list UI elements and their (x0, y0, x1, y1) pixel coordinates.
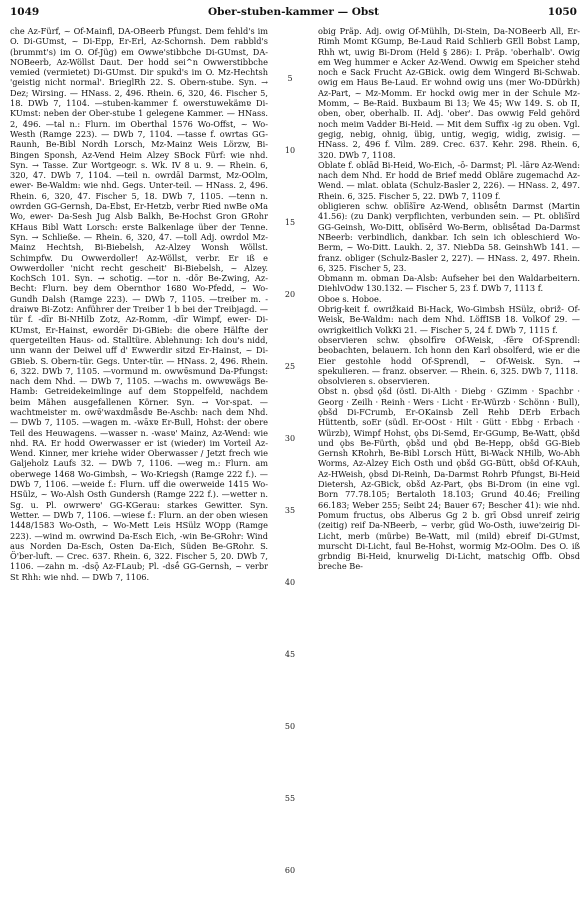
entry-obsolvieren: obsolvieren s. observieren. (318, 376, 430, 387)
entry-obig: obig Präp. Adj. owig Of-Mühlh, Di-Stein, Da-NOBeerb All, Er-Rimh Momt KGump, Be-Laud Raid Schlierb GEll Bobst Lamp, Rhh wt, uwig Bi-Drom (Held § 286): I. Präp. 'oberhalb'. Owig em Weg hummer e Acker Az-Wend. Owwig em Speicher stehd noch e Sack Frucht Az-GBick. owig dem Wingerd Bi-Schwab. owig em Haus Be-Laud. Er wohnd owig uns (mer Wo-DDürkh) Az-Part, ~ Mz-Momm. Er hockd owig mer in der Schule Mz-Momm, ~ Be-Raid. Buxbaum Bi 13; We 45; Ww 149. S. ob II, oben, ober, oberhalb. II. Adj. 'ober'. Das owwig Feld gehörd noch meim Vadder Bi-Heid. — Mit dem Suffix -ig zu oben. Vgl. gegig, nebig, ohnig, übig, untig, wegig, widig, zwisig. — HNass. 2, 496 f. Vilm. 289. Crec. 637. Kehr. 298. Rhein. 6, 320. DWb 7, 1108. (318, 26, 580, 160)
entry-obmann: Obmann m. obman Da-Alsb: Aufseher bei den Waldarbeitern. DiehlvOdw 130.132. — Fischer 5, 23 f. DWb 7, 1113 f. (318, 273, 580, 294)
line-number: 60 (284, 866, 296, 875)
line-number: 40 (284, 578, 296, 587)
page-header (0, 0, 587, 22)
entry-obst: Obst n. ǫbsd ǫšd (östl. Di-Alth · Diebg · GZimm · Spachbr · Georg · Zeilh · Reinh · Wers · Licht · Er-Würzb · Schönn · Bull), ǫbšd Di-FCrumb, Er-OKainsb Zell Rehb DErb Erbach Hüttentb, soEr (südl. Er-OOst · Hilt · Gütt · Ebbg · Erbach · Würzb), Wimpf Hohst, ǫbs Di-Semd, Er-GGump, Be-Watt, ǫbšd und ǫbs Be-Fürth, ǫbšd und ǫbd Be-Hepp, obšd GG-Bieb Gernsh KRohrh, Be-Bibl Lorsch Hütt, Bi-Wack NHilb, Wo-Abh Worms, Az-Alzey Eich Osth und ǫbšd GG-Bütt, obšd Of-KAuh, Az-HWeish, ǫbsd Di-Reinh, Da-Darmst Rohrb Pfungst, Bi-Heid Dietersh, Az-GBick, obšd Az-Part, ǫbs Bi-Drom (in eine vgl. Born 77.78.105; Bertaloth 18.103; Grund 40.46; Freiling 66.183; Weber 255; Seibt 24; Bauer 67; Bescher 41): wie nhd. Pomum fructus, obs Alberus Gg 2 b. grī Obsd unreif zeirig (zeitig) reif Da-NBeerb, ~ verbr, güd Wo-Osth, iuwe'zeirig Di-Licht, merb (mürbe) Be-Watt, mil (mild) ebreif Di-GUmst, murscht Di-Licht, faul Be-Hohst, wormig Mz-OOlm. Des O. iß grbndig Bi-Heid, knurwelig Di-Licht, matschig Offb. Obsd breche Be- (318, 386, 580, 572)
line-number: 25 (284, 362, 296, 371)
running-title: Ober-stuben-kammer — Obst (207, 6, 380, 18)
left-column-text: che Az-Fürf, ~ Of-Mainfl, DA-OBeerb Pfungst. Dem fehld's im O. Di-GUmst, ~ Di-Epp, Er-Erl, Az-Schornsh. Dem rabbld's (brummt's) im O. Of-Jüg) em Owwe'stibbche Di-GUmst, DA-NOBeerb, Az-Wöllst Daut. Der hodd sei^n Owwerstibbche vemied (vermietet) Di-GUmst. Dir spukd's im O. Mz-Hechtsh 'geistig nicht normal'. BrieglRh 22. S. Obern-stube. Syn. → Dez; Wirsing. — HNass. 2, 496. Rhein. 6, 320, 46. Fischer 5, 18. DWb 7, 1104. —stuben-kammer f. owerstuwekämɐ Di-KUmst: neben der Ober-stube 1 gelegene Kammer. — HNass. 2, 496. —tal n.: Flurn. im Oberthal 1576 Wo-Offst, ~ Wo-Westh (Ramge 223). — DWb 7, 1104. —tasse f. owrtas GG-Raunh, Be-Bibl Nordh Lorsch, Mz-Mainz Weis Lörzw, Bi-Bingen Sponsh, Az-Vend Heim Alzey SBock Fürf: wie nhd. Syn. → Tasse. Zur Wortgeogr. s. Wk. IV 8 u. 9. — Rhein. 6, 320, 47. DWb 7, 1104. —teil n. owrdāl Darmst, Mz-OOlm, ewer- Be-Waldm: wie nhd. Gegs. Unter-teil. — HNass. 2, 496. Rhein. 6, 320, 47. Fischer 5, 18. DWb 7, 1105. —tenn n. owrden GG-Gernsh, Da-Ebst, Er-Hetzb, verbr Ried nwBe oMa Wo, ewer- Da-Sesh Jug Alsb Balkh, Be-Hochst Gron GRohr KHaus Bibl Watt Lorsch: erste Balkenlage über der Tenne. Syn. → Schließe. — Rhein. 6, 320, 47. —toll Adj. owrdol Mz-Mainz Hechtsh, Bi-Biebelsh, Az-Alzey Wonsh Wöllst. Schimpfw. Du Owwerdoller! Az-Wöllst, verbr. Er iß e Owwerdoller 'nicht recht gescheit' Bi-Biebelsh, ~ Alzey. KochSch 101. Syn. → schotig. —tor n. -dōr Be-Zwing, Az-Becht: Flurn. bey dem Obernthor 1680 Wo-Pfedd, ~ Wo-Gundh Dalsh (Ramge 223). — DWb 7, 1105. —treiber m. -draiwɐ Bi-Zotz: Anführer der Treiber 1 b bei der Treibjagd. —tür f. -dīr Bi-NHilb Zotz, Az-Romm, -dīr Wimpf, ewer- Di-KUmst, Er-Hainst, ewordēr Di-GBieb: die obere Hälfte der quergeteilten Haus- od. Stalltüre. Ablehnung: Ich dou's nidd, unn wann der Deiwel uff d' Ewwerdir sitzd Er-Hainst, ~ Di-GBieb. S. Obern-tür. Gegs. Unter-tür. — HNass. 2, 496. Rhein. 6, 322. DWb 7, 1105. —vormund m. owwɐ̄smund Da-Pfungst: nach dem Nhd. — DWb 7, 1105. —wachs m. owwɐwägs Be-Hamb: Getreidekeimlinge auf dem Stoppelfeld, nachdem beim Mähen ausgefallenen Körner. Syn. → Vor-spat. —wachtmeister m. owɐ̄'waxdmǟsdɐ Be-Aschb: nach dem Nhd. — DWb 7, 1105. —wagen m. -wāxɐ Er-Bull, Hohst: der obere Teil des Heuwagens. —wasser n. -wasɐ' Mainz, Az-Wend: wie nhd. RA. Er hodd Owerwasser er ist (wieder) im Vorteil Az-Wend. Kinner, mer kriehe wider Oberwasser / Jetzt frech wie Galjeholz Laufs 32. — DWb 7, 1106. —weg m.: Flurn. am oberwege 1468 Wo-Gimbsh, ~ Wo-Kriegsh (Ramge 222 f.). — DWb 7, 1106. —weide f.: Flurn. uff die owerweide 1415 Wo-HSülz, ~ Wo-Alsh Osth Gundersh (Ramge 222 f.). —wetter n. Sg. u. Pl. owrwerɐ' GG-KGerau: starkes Gewitter. Syn. Wetter. — DWb 7, 1106. —wiese f.: Flurn. an der oben wiesen 1448/1583 Wo-Osth, ~ Wo-Mett Leis HSülz WOpp (Ramge 223). —wind m. owrwind Da-Esch Eich, -win Be-GRohr: Wind aus Norden Da-Esch, Osten Da-Eich, Süden Be-GRohr. S. Ö'ber-luft. — Crec. 637. Rhein. 6, 322. Fischer 5, 20. DWb 7, 1106. —zahn m. -dsǭ Az-FLaub; Pl. -dsḗ GG-Gernsh, ~ verbr St Rhh: wie nhd. — DWb 7, 1106. (10, 26, 268, 582)
entry-obrigkeit: Obrig-keit f. owrižkaid Bi-Hack, Wo-Gimbsh HSülz, obriž- Of-Weisk, Be-Waldm: nach dem Nhd. LöffISB 18. VolkOf 29. — owrigkeitlich VolkKi 21. — Fischer 5, 24 f. DWb 7, 1115 f. (318, 304, 580, 335)
line-number: 35 (284, 506, 296, 515)
line-number: 20 (284, 290, 296, 299)
page-number-right: 1050 (547, 6, 577, 18)
entry-obligieren: obligieren schw. oblīšīrɐ Az-Wend, oblısḗtn Darmst (Martin 41.56): (zu Dank) verpflichten, verbunden sein. — Pt. oblišīrd GG-Geinsh, Wo-Ditt, oblīsērd Wo-Berm, oblisḗtad Da-Darmst NBeerb: verbindlich, dankbar. Ich sein ich obleschierd Wo-Berm, ~ Wo-Ditt. Laukh. 2, 37. NiebDa 58. GeinshWb 141. — franz. obliger (Schulz-Basler 2, 227). — HNass. 2, 497. Rhein. 6, 325. Fischer 5, 23. (318, 201, 580, 273)
line-number: 5 (287, 74, 293, 83)
line-number: 45 (284, 650, 296, 659)
entry-oboe: Oboe s. Hoboe. (318, 293, 382, 304)
left-column (10, 26, 268, 906)
line-number: 30 (284, 434, 296, 443)
line-number: 55 (284, 794, 296, 803)
page-number-left: 1049 (10, 6, 40, 18)
line-number: 10 (284, 146, 296, 155)
line-number: 15 (284, 218, 296, 227)
line-number: 50 (284, 722, 296, 731)
right-column (318, 26, 580, 906)
entry-observieren: observieren schw. ǫbsolfīrɐ Of-Weisk, -fērɐ Of-Sprendl: beobachten, belauern. Ich honn den Karl obsolferd, wie er die Eier gestohle hodd Of-Sprendl, ~ Of-Weisk. Syn. → spekulieren. — franz. observer. — Rhein. 6, 325. DWb 7, 1118. (318, 334, 580, 376)
entry-oblate: Oblate f. oblād Bi-Heid, Wo-Eich, -ō- Darmst; Pl. -lārɐ Az-Wend: nach dem Nhd. Er hodd de Brief medd Obläre zugemachd Az-Wend. — mlat. oblata (Schulz-Basler 2, 226). — HNass. 2, 497. Rhein. 6, 325. Fischer 5, 22. DWb 7, 1109 f. (318, 159, 580, 201)
